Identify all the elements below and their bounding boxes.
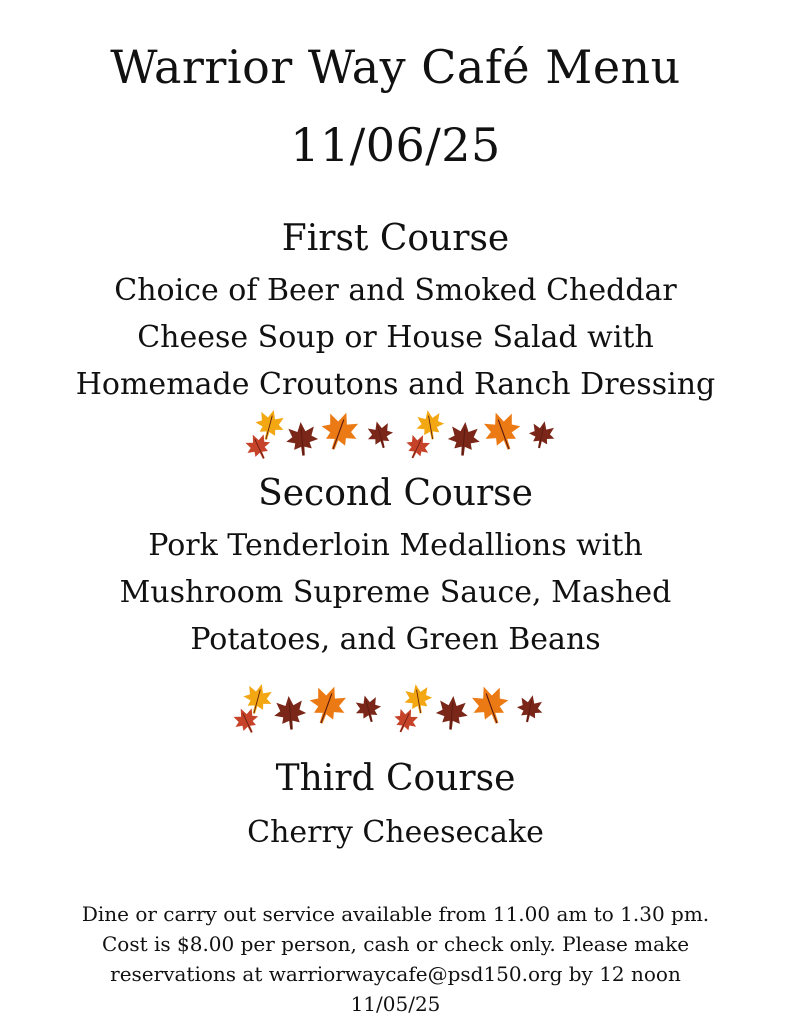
maple-leaf-icon	[514, 693, 545, 725]
autumn-leaves-divider	[240, 402, 570, 466]
maple-leaf-icon	[352, 692, 384, 725]
footer-line-1: Dine or carry out service available from 11.00 am to 1.30 pm.	[81, 902, 710, 926]
menu-title: Warrior Way Café Menu	[110, 40, 681, 94]
footer-line-4: 11/05/25	[350, 992, 441, 1016]
maple-leaf-icon	[241, 429, 275, 463]
maple-leaf-icon	[402, 430, 434, 463]
second-course-line-1: Pork Tenderloin Medallions with	[148, 528, 643, 563]
maple-leaf-icon	[240, 680, 276, 717]
first-course-heading: First Course	[281, 218, 510, 259]
third-course-line-1: Cherry Cheesecake	[247, 815, 544, 850]
first-course-line-2: Cheese Soup or House Salad with	[137, 320, 654, 355]
maple-leaf-icon	[447, 421, 482, 457]
maple-leaf-icon	[526, 419, 557, 451]
second-course-line-3: Potatoes, and Green Beans	[190, 622, 601, 657]
maple-leaf-icon	[252, 406, 288, 443]
maple-leaf-icon	[273, 695, 308, 731]
maple-leaf-icon	[435, 695, 470, 731]
second-course-line-2: Mushroom Supreme Sauce, Mashed	[119, 575, 672, 610]
first-course-line-1: Choice of Beer and Smoked Cheddar	[114, 273, 677, 308]
maple-leaf-icon	[285, 421, 320, 457]
menu-date: 11/06/25	[290, 118, 501, 172]
footer-line-2: Cost is $8.00 per person, cash or check only. Please make	[101, 932, 690, 956]
maple-leaf-icon	[478, 406, 526, 455]
autumn-leaves-divider	[228, 676, 558, 740]
maple-leaf-icon	[364, 418, 396, 451]
maple-leaf-icon	[229, 703, 263, 737]
second-course-heading: Second Course	[258, 473, 533, 514]
maple-leaf-icon	[402, 682, 435, 716]
footer-line-3: reservations at warriorwaycafe@psd150.org by 12 noon	[110, 962, 681, 986]
third-course-heading: Third Course	[275, 758, 516, 799]
maple-leaf-icon	[304, 680, 352, 729]
maple-leaf-icon	[466, 680, 514, 729]
maple-leaf-icon	[316, 406, 364, 455]
maple-leaf-icon	[414, 408, 447, 442]
first-course-line-3: Homemade Croutons and Ranch Dressing	[75, 367, 716, 402]
maple-leaf-icon	[390, 704, 422, 737]
